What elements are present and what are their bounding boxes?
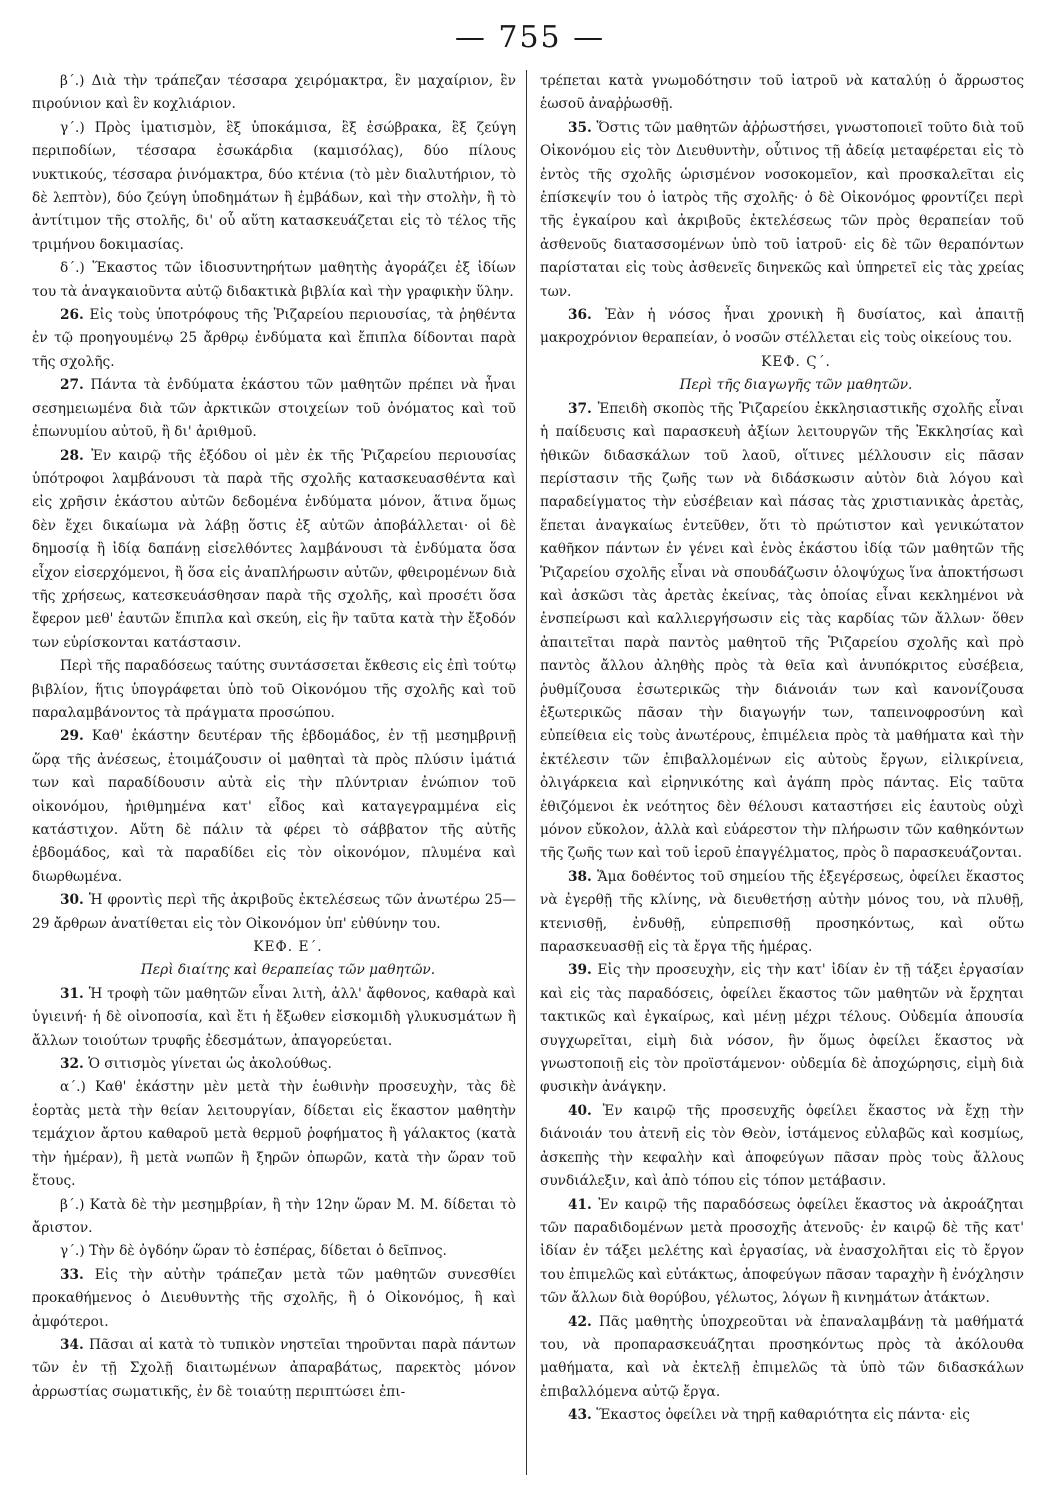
paragraph <box>32 117 516 257</box>
paragraph-text: Εἰς τοὺς ὑποτρόφους τῆς Ῥιζαρείου περιουσίας, τὰ ῥηθέντα ἐν τῷ προηγουμένῳ 25 ἄρθρῳ ἐνδύματα καὶ ἔπιπλα δίδονται παρὰ τῆς σχολῆς. <box>32 307 516 370</box>
page-number: — 755 — <box>454 20 606 55</box>
paragraph <box>540 1404 1024 1427</box>
paragraph-text: Πᾶς μαθητὴς ὑποχρεοῦται νὰ ἐπαναλαμβάνῃ τὰ μαθήματά του, νὰ προπαρασκευάζηται προσηκόντως πρὸς τὰ ἀκόλουθα μαθήματα, καὶ νὰ ἐκτελῇ ἐπιμελῶς τὰ ὑπὸ τῶν διδασκάλων ἐπιβαλλόμενα αὐτῷ ἔργα. <box>540 1313 1024 1400</box>
paragraph <box>540 398 1024 866</box>
chapter-title-e: Περὶ διαίτης καὶ θεραπείας τῶν μαθητῶν. <box>140 962 436 979</box>
paragraph <box>32 1240 516 1263</box>
paragraph <box>32 1053 516 1076</box>
paragraph <box>32 655 516 725</box>
article-number: 30. <box>60 892 84 909</box>
article-number: 36. <box>568 307 592 324</box>
paragraph-text: Ὁ σιτισμὸς γίνεται ὡς ἀκολούθως. <box>88 1056 332 1073</box>
paragraph <box>540 304 1024 351</box>
paragraph-text: Καθ' ἑκάστην δευτέραν τῆς ἑβδομάδος, ἐν τῇ μεσημβρινῇ ὥρᾳ τῆς ἀνέσεως, ἑτοιμάζουσιν οἱ μαθηταὶ τὰ πρὸς πλύσιν ἱμάτιά των καὶ παραδίδουσιν αὐτὰ εἰς τὴν πλύντριαν ἐνώπιον τοῦ οἰκονόμου, ἠριθμημένα κατ' εἶδος καὶ καταγεγραμμένα εἰς κατάστιχον. Αὕτη δὲ πάλιν τὰ φέρει τὸ σάββατον τῆς αὐτῆς ἑβδομάδος, καὶ τὰ παραδίδει εἰς τὸν οἰκονόμον, πλυμένα καὶ διωρθωμένα. <box>32 728 516 885</box>
paragraph-text: γ΄.) Τὴν δὲ ὀγδόην ὥραν τὸ ἑσπέρας, δίδεται ὁ δεῖπνος. <box>60 1243 447 1260</box>
article-number: 33. <box>60 1266 84 1283</box>
paragraph <box>32 1194 516 1241</box>
right-column <box>540 70 1024 1428</box>
paragraph-text: Ἕκαστος ὀφείλει νὰ τηρῇ καθαριότητα εἰς πάντα· εἰς <box>596 1407 970 1424</box>
paragraph-text: Ἐν καιρῷ τῆς παραδόσεως ὀφείλει ἕκαστος νὰ ἀκροάζηται τῶν παραδιδομένων μετὰ προσοχῆς ἀτενοῦς· ἐν καιρῷ δὲ τῆς κατ' ἰδίαν ἐν τάξει μελέτης καὶ ἐργασίας, νὰ ἐνασχολῆται εἰς τὸ ἔργον του ἐπιμελῶς καὶ εὐτάκτως, ἀποφεύγων πᾶσαν ταραχὴν ἢ ἐνόχλησιν τῶν ἄλλων διὰ θορύβου, γέλωτος, λόγων ἢ κινημάτων ἀτάκτων. <box>540 1196 1025 1307</box>
paragraph <box>32 1334 516 1404</box>
left-column-paragraphs <box>32 70 516 936</box>
paragraph <box>540 959 1024 1099</box>
paragraph-text: Ἅμα δοθέντος τοῦ σημείου τῆς ἐξεγέρσεως, ὀφείλει ἕκαστος νὰ ἐγερθῇ τῆς κλίνης, νὰ διευθετήσῃ αὐτὴν μόνος του, νὰ πλυθῇ, κτενισθῇ, ἐνδυθῇ, εὐπρεπισθῇ προσηκόντως, καὶ οὕτω παρασκευασθῇ εἰς τὰ ἔργα τῆς ἡμέρας. <box>540 868 1025 956</box>
paragraph <box>540 866 1024 960</box>
paragraph <box>32 304 516 374</box>
paragraph-text: β΄.) Κατὰ δὲ τὴν μεσημβρίαν, ἢ τὴν 12ην ὥραν Μ. Μ. δίδεται τὸ ἄριστον. <box>32 1196 516 1236</box>
chapter-heading-e: ΚΕΦ. Ε΄. <box>253 939 323 956</box>
paragraph <box>32 725 516 889</box>
paragraph-text: Ὅστις τῶν μαθητῶν ἀῤῥωστήσει, γνωστοποιεῖ τοῦτο διὰ τοῦ Οἰκονόμου εἰς τὸν Διευθυντὴν, οὗτινος τῇ ἀδείᾳ μεταφέρεται εἰς τὸ ἐντὸς τῆς σχολῆς ὡρισμένον νοσοκομεῖον, καὶ προσκαλεῖται εἰς ἐπίσκεψίν του ὁ ἰατρὸς τῆς σχολῆς· ὁ δὲ Οἰκονόμος φροντίζει περὶ τῆς ἐγκαίρου καὶ ἀκριβοῦς ἐκτελέσεως τῶν πρὸς θεραπείαν τοῦ ἀσθενοῦς διατασσομένων ὑπὸ τοῦ ἰατροῦ· εἰς δὲ τῶν θεραπόντων παρίσταται εἰς τοὺς ἀσθενεῖς διηνεκῶς καὶ ὑπηρετεῖ εἰς τὰς χρείας των. <box>540 119 1024 300</box>
paragraph-text: Περὶ τῆς παραδόσεως ταύτης συντάσσεται ἔκθεσις εἰς ἐπὶ τούτῳ βιβλίον, ἥτις ὑπογράφεται ὑπὸ τοῦ Οἰκονόμου τῆς σχολῆς καὶ τοῦ παραλαμβάνοντος τὰ πράγματα προσώπου. <box>32 658 516 721</box>
paragraph <box>32 445 516 656</box>
right-column-paragraphs <box>540 70 1024 351</box>
paragraph-text: Ἡ τροφὴ τῶν μαθητῶν εἶναι λιτὴ, ἀλλ' ἄφθονος, καθαρὰ καὶ ὑγιεινή· ἡ δὲ οἰνοποσία, καὶ ἔτι ἡ ἔξωθεν εἰσκομιδὴ γλυκυσμάτων ἢ ἄλλων τοιούτων τρυφῆς ἐδεσμάτων, ἀπαγορεύεται. <box>32 985 516 1049</box>
paragraph <box>540 1194 1024 1311</box>
paragraph-text: α΄.) Καθ' ἑκάστην μὲν μετὰ τὴν ἑωθινὴν προσευχὴν, τὰς δὲ ἑορτὰς μετὰ τὴν θείαν λειτουργίαν, δίδεται εἰς ἕκαστον μαθητὴν τεμάχιον ἄρτου καθαροῦ μετὰ θερμοῦ ῥοφήματος ἢ γάλακτος (κατὰ τὴν ἡμέραν), ἢ μετὰ νωπῶν ἢ ξηρῶν ὀπωρῶν, κατὰ τὴν ὥραν τοῦ ἔτους. <box>32 1079 516 1190</box>
article-number: 32. <box>60 1056 84 1073</box>
article-number: 26. <box>60 307 84 324</box>
column-divider <box>526 70 527 1475</box>
article-number: 39. <box>568 962 592 979</box>
left-column <box>32 70 516 1404</box>
article-number: 35. <box>568 119 592 136</box>
paragraph <box>32 1076 516 1193</box>
paragraph-text: β΄.) Διὰ τὴν τράπεζαν τέσσαρα χειρόμακτρα, ἓν μαχαίριον, ἓν πιρούνιον καὶ ἓν κοχλιάριον. <box>32 73 516 113</box>
paragraph-text: Εἰς τὴν αὐτὴν τράπεζαν μετὰ τῶν μαθητῶν συνεσθίει προκαθήμενος ὁ Διευθυντὴς τῆς σχολῆς, ἢ ὁ Οἰκονόμος, ἢ καὶ ἀμφότεροι. <box>32 1266 516 1330</box>
article-number: 40. <box>568 1102 592 1119</box>
article-number: 42. <box>568 1313 592 1330</box>
article-number: 29. <box>60 728 84 745</box>
paragraph <box>32 374 516 444</box>
paragraph-text: δ΄.) Ἕκαστος τῶν ἰδιοσυντηρήτων μαθητὴς ἀγοράζει ἐξ ἰδίων του τὰ ἀναγκαιοῦντα αὐτῷ διδακτικὰ βιβλία καὶ τὴν γραφικὴν ὕλην. <box>32 260 516 300</box>
left-column-paragraphs-b <box>32 983 516 1404</box>
paragraph-text: Ἐπειδὴ σκοπὸς τῆς Ῥιζαρείου ἐκκλησιαστικῆς σχολῆς εἶναι ἡ παίδευσις καὶ παρασκευὴ ἀξίων λειτουργῶν τῆς Ἐκκλησίας καὶ ἠθικῶν διδασκάλων τοῦ λαοῦ, οἵτινες μέλλουσιν εἰς πᾶσαν περίστασιν τῆς ζωῆς των νὰ διδάσκωσιν αὐτὸν διὰ λόγου καὶ παραδείγματος τὴν εὐσέβειαν καὶ πάσας τὰς χριστιανικὰς ἀρετὰς, ἕπεται ἀναγκαίως ἐντεῦθεν, ὅτι τὸ πρώτιστον καὶ γενικώτατον καθῆκον πάντων ἐν γένει καὶ ἑνὸς ἑκάστου ἰδίᾳ τῶν μαθητῶν τῆς Ῥιζαρείου σχολῆς εἶναι νὰ σπουδάζωσιν ὁλοψύχως ἵνα ἀποκτήσωσι καὶ ἀσκῶσι τὰς ἀρετὰς ἐκείνας, τὰς ὁποίας εἶναι κεκλημένοι νὰ ἐνσπείρωσι καὶ καλλιεργήσωσιν εἰς τὰς καρδίας τῶν ἄλλων· ὅθεν ἀπαιτεῖται παρὰ παντὸς μαθητοῦ τῆς Ῥιζαρείου σχολῆς καὶ πρὸ παντὸς ἄλλου ἀληθὴς πρὸς τὰ θεῖα καὶ ἀνυπόκριτος εὐσέβεια, ῥυθμίζουσα ἐσωτερικῶς τὴν διάνοιάν των καὶ κανονίζουσα ἐξωτερικῶς πᾶσαν τὴν διαγωγήν των, ταπεινοφροσύνη καὶ εὐπείθεια εἰς τοὺς ἀνωτέρους, ἐπιμέλεια πρὸς τὰ μαθήματα καὶ τὴν ἐκτέλεσιν τῶν ἐπιβαλλομένων εἰς αὐτοὺς ἔργων, εἰλικρίνεια, ὀλιγάρκεια καὶ εἰρηνικότης καὶ ἀγάπη πρὸς πάντας. Εἰς ταῦτα ἐθιζόμενοι ἐκ νεότητος δὲν θέλουσι καταστήσει εἰς ἑαυτοὺς οὐχὶ μόνον εὔκολον, ἀλλὰ καὶ εὐάρεστον τὴν πλήρωσιν τῶν καθηκόντων τῆς ζωῆς των καὶ τοῦ ἱεροῦ ἐπαγγέλματος, πρὸς ὃ παρασκευάζονται. <box>540 400 1024 862</box>
article-number: 28. <box>60 447 84 464</box>
paragraph-text: Ἐν καιρῷ τῆς προσευχῆς ὀφείλει ἕκαστος νὰ ἔχῃ τὴν διάνοιάν του ἀτενῆ εἰς τὸν Θεὸν, ἱστάμενος εὐλαβῶς καὶ κοσμίως, ἀσκεπὴς τὴν κεφαλὴν καὶ ἀποφεύγων πᾶσαν πρὸς τοὺς ἄλλους συνδιάλεξιν, καὶ ἀπὸ τόπου εἰς τόπον μετάβασιν. <box>540 1102 1024 1190</box>
paragraph-text: τρέπεται κατὰ γνωμοδότησιν τοῦ ἰατροῦ νὰ καταλύῃ ὁ ἄρρωστος ἑωσοῦ ἀναῤῥωσθῇ. <box>540 73 1024 113</box>
paragraph <box>32 257 516 304</box>
article-number: 41. <box>568 1196 592 1213</box>
paragraph-text: γ΄.) Πρὸς ἱματισμὸν, ἓξ ὑποκάμισα, ἓξ ἐσώβρακα, ἓξ ζεύγη περιποδίων, τέσσαρα ἐσωκάρδια (καμισόλας), δύο πίλους νυκτικούς, τέσσαρα ῥινόμακτρα, δύο κτένια (τὸ μὲν διαλυτήριον, τὸ δὲ λεπτὸν), δύο ζεύγη ὑποδημάτων ἢ ἐμβάδων, καὶ τὴν στολὴν, ἢ τὸ ἀντίτιμον τῆς στολῆς, δι' οὗ αὕτη κατασκευάζεται εἰς τὸ τέλος τῆς τριμήνου δοκιμασίας. <box>32 119 516 253</box>
paragraph <box>32 1264 516 1334</box>
chapter-heading-st: ΚΕΦ. Ϛ΄. <box>761 353 831 370</box>
article-number: 34. <box>60 1336 84 1353</box>
paragraph <box>32 889 516 936</box>
paragraph <box>32 983 516 1053</box>
article-number: 27. <box>60 377 84 394</box>
paragraph-text: Εἰς τὴν προσευχὴν, εἰς τὴν κατ' ἰδίαν ἐν τῇ τάξει ἐργασίαν καὶ εἰς τὰς παραδόσεις, ὀφείλει ἕκαστος τῶν μαθητῶν νὰ ἔρχηται τακτικῶς καὶ ἐγκαίρως, καὶ μένῃ μέχρι τέλους. Οὐδεμία ἀπουσία συγχωρεῖται, εἰμὴ διὰ νόσον, ἣν ὅμως ὀφείλει ἕκαστος νὰ γνωστοποιῇ εἰς τὸν προϊστάμενον· οὐδεμία δὲ ἀποχώρησις, εἰμὴ διὰ φυσικὴν ἀνάγκην. <box>540 962 1024 1096</box>
paragraph <box>540 1100 1024 1194</box>
article-number: 43. <box>568 1407 592 1424</box>
paragraph-text: Πᾶσαι αἱ κατὰ τὸ τυπικὸν νηστεῖαι τηροῦνται παρὰ πάντων τῶν ἐν τῇ Σχολῇ διαιτωμένων ἀπαραβάτως, παρεκτὸς μόνον ἀρρωστίας σωματικῆς, ἐν δὲ τοιαύτῃ περιπτώσει ἐπι- <box>32 1336 516 1400</box>
chapter-title-st: Περὶ τῆς διαγωγῆς τῶν μαθητῶν. <box>679 377 913 394</box>
paragraph-text: Ἐὰν ἡ νόσος ἦναι χρονικὴ ἢ δυσίατος, καὶ ἀπαιτῇ μακροχρόνιον θεραπείαν, ὁ νοσῶν στέλλεται εἰς τοὺς οἰκείους του. <box>540 307 1025 347</box>
paragraph-text: Ἐν καιρῷ τῆς ἐξόδου οἱ μὲν ἐκ τῆς Ῥιζαρείου περιουσίας ὑπότροφοι λαμβάνουσι τὰ παρὰ τῆς σχολῆς κατασκευασθέντα καὶ εἰς χρῆσιν ἑκάστου αὐτῶν δεδομένα ἐνδύματα μόνον, ἅτινα ὅμως δὲν ἔχει δικαίωμα νὰ λάβῃ ὅστις ἐξ αὐτῶν ἀποβάλλεται· οἱ δὲ δημοσίᾳ ἢ ἰδίᾳ δαπάνῃ εἰσελθόντες λαμβάνουσι τὰ ἐνδύματα ὅσα εἶχον εἰσερχόμενοι, ἢ ὅσα εἰς ἀναπλήρωσιν αὐτῶν, φθειρομένων διὰ τῆς χρήσεως, κατεσκευάσθησαν παρὰ τῆς σχολῆς, καὶ προσέτι ὅσα ἔφερον μεθ' ἑαυτῶν ἔπιπλα καὶ σκεύη, εἰς ἣν ταῦτα κατὰ τὴν ἔξοδόν των εὑρίσκονται κατάστασιν. <box>32 447 516 651</box>
paragraph-text: Ἡ φροντὶς περὶ τῆς ἀκριβοῦς ἐκτελέσεως τῶν ἀνωτέρω 25—29 ἄρθρων ἀνατίθεται εἰς τὸν Οἰκονόμον ὑπ' εὐθύνην του. <box>32 892 516 932</box>
paragraph <box>540 70 1024 117</box>
article-number: 31. <box>60 985 84 1002</box>
paragraph <box>540 1311 1024 1405</box>
paragraph <box>32 70 516 117</box>
right-column-paragraphs-b <box>540 398 1024 1428</box>
article-number: 38. <box>568 868 592 885</box>
article-number: 37. <box>568 400 592 417</box>
paragraph-text: Πάντα τὰ ἐνδύματα ἑκάστου τῶν μαθητῶν πρέπει νὰ ἦναι σεσημειωμένα διὰ τῶν ἀρκτικῶν στοιχείων τοῦ ὀνόματος καὶ τοῦ ἐπωνυμίου αὐτοῦ, ἢ δι' ἀριθμοῦ. <box>32 377 516 441</box>
paragraph <box>540 117 1024 304</box>
